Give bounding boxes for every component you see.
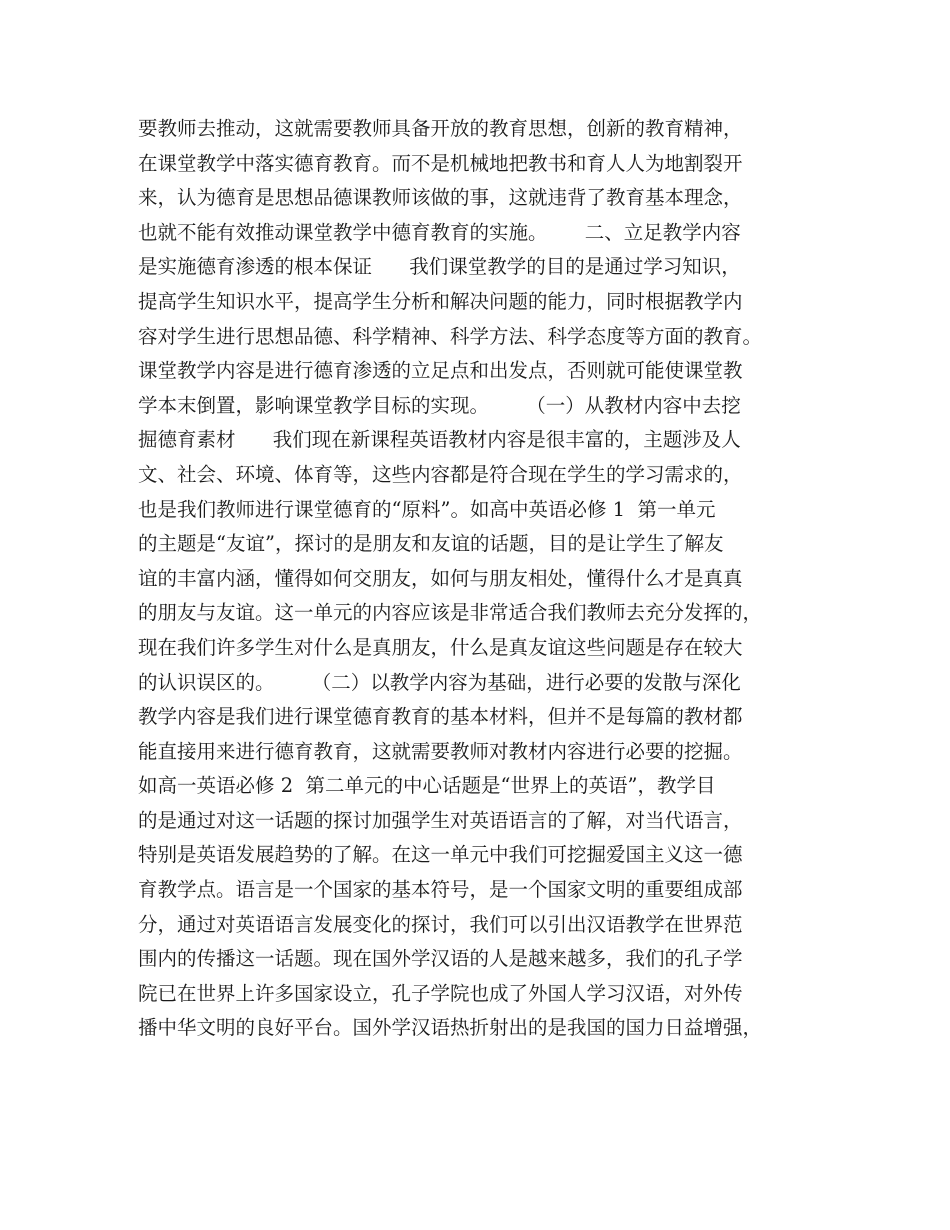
text-line: 要教师去推动，这就需要教师具备开放的教育思想，创新的教育精神， [138, 117, 743, 140]
text-line: 来，认为德育是思想品德课教师该做的事，这就违背了教育基本理念， [138, 186, 743, 210]
text-line: 育教学点。语言是一个国家的基本符号，是一个国家文明的重要组成部 [138, 878, 743, 902]
text-line: 是实施德育渗透的根本保证 我们课堂教学的目的是通过学习知识， [138, 255, 741, 279]
text-line: 课堂教学内容是进行德育渗透的立足点和出发点，否则就可能使课堂教 [138, 359, 743, 383]
text-line: 学本末倒置，影响课堂教学目标的实现。 （一）从教材内容中去挖 [138, 393, 741, 417]
text-line: 如高一英语必修 2 第二单元的中心话题是“世界上的英语”，教学目 [138, 774, 716, 798]
text-line: 现在我们许多学生对什么是真朋友，什么是真友谊这些问题是存在较大 [138, 635, 743, 659]
text-line: 容对学生进行思想品德、科学精神、科学方法、科学态度等方面的教育。 [138, 324, 763, 348]
text-line: 的是通过对这一话题的探讨加强学生对英语语言的了解，对当代语言， [138, 808, 743, 832]
text-line: 也是我们教师进行课堂德育的“原料”。如高中英语必修 1 第一单元 [138, 497, 716, 521]
text-line: 的主题是“友谊”，探讨的是朋友和友谊的话题，目的是让学生了解友 [138, 532, 724, 556]
text-line: 的认识误区的。 （二）以教学内容为基础，进行必要的发散与深化 [138, 670, 741, 694]
text-line: 谊的丰富内涵，懂得如何交朋友，如何与朋友相处，懂得什么才是真真 [138, 566, 743, 590]
text-line: 文、社会、环境、体育等，这些内容都是符合现在学生的学习需求的， [138, 462, 743, 486]
text-line: 也就不能有效推动课堂教学中德育教育的实施。 二、立足教学内容 [138, 220, 741, 244]
text-line: 分，通过对英语语言发展变化的探讨，我们可以引出汉语教学在世界范 [138, 912, 743, 936]
text-line: 院已在世界上许多国家设立，孔子学院也成了外国人学习汉语，对外传 [138, 981, 743, 1005]
text-line: 在课堂教学中落实德育教育。而不是机械地把教书和育人人为地割裂开 [138, 151, 743, 175]
text-line: 特别是英语发展趋势的了解。在这一单元中我们可挖掘爱国主义这一德 [138, 843, 743, 867]
text-line: 教学内容是我们进行课堂德育教育的基本材料，但并不是每篇的教材都 [138, 705, 743, 729]
text-line: 掘德育素材 我们现在新课程英语教材内容是很丰富的，主题涉及人 [138, 428, 741, 452]
body-text [138, 112, 838, 1046]
text-line: 提高学生知识水平，提高学生分析和解决问题的能力，同时根据教学内 [138, 289, 743, 313]
text-line: 能直接用来进行德育教育，这就需要教师对教材内容进行必要的挖掘。 [138, 739, 743, 763]
text-line: 围内的传播这一话题。现在国外学汉语的人是越来越多，我们的孔子学 [138, 947, 743, 971]
text-line: 播中华文明的良好平台。国外学汉语热折射出的是我国的国力日益增强， [138, 1016, 763, 1040]
text-line: 的朋友与友谊。这一单元的内容应该是非常适合我们教师去充分发挥的， [138, 601, 763, 625]
